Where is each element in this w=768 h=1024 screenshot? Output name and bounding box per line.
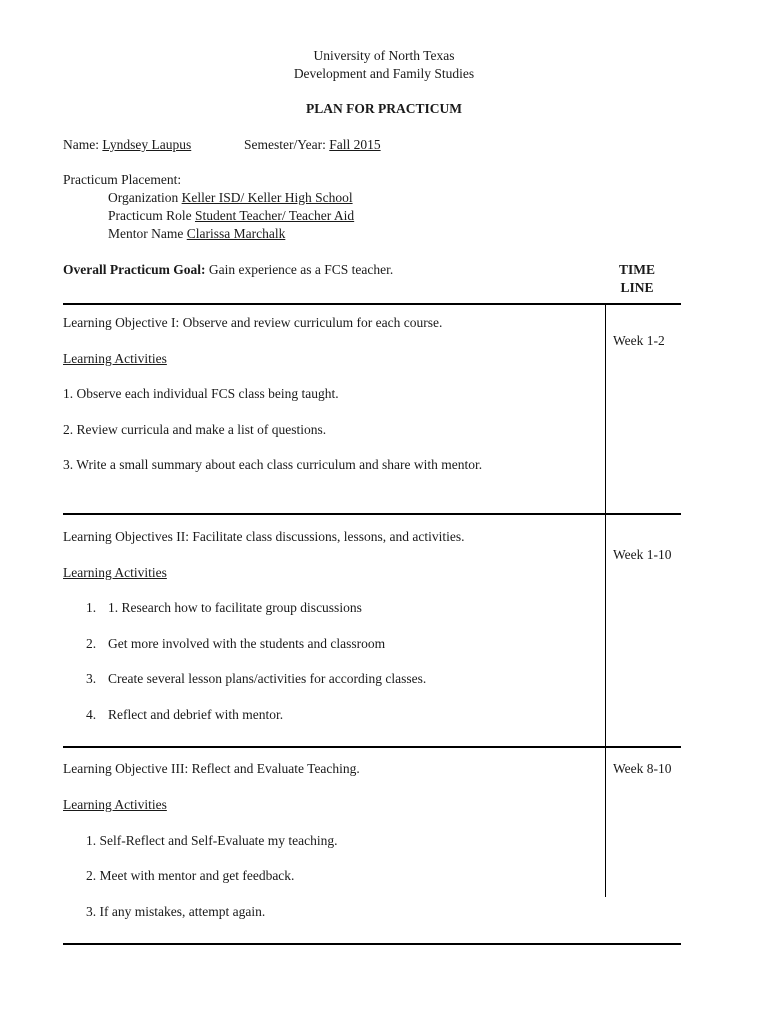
- mentor-label: Mentor Name: [108, 226, 184, 241]
- organization-label: Organization: [108, 190, 179, 205]
- objective-3-activity: 1. Self-Reflect and Self-Evaluate my teaching.: [86, 833, 338, 848]
- objective-2-title: Learning Objectives II: Facilitate class discussions, lessons, and activities.: [63, 529, 465, 544]
- activity-number: 2.: [86, 636, 97, 651]
- activity-text: Reflect and debrief with mentor.: [108, 707, 284, 722]
- objective-1-time: Week 1-2: [613, 333, 665, 348]
- name-value: Lyndsey Laupus: [102, 137, 192, 152]
- activity-text: 1. Research how to facilitate group discussions: [108, 600, 362, 615]
- name-label: Name:: [63, 137, 99, 152]
- goal-label: Overall Practicum Goal:: [63, 262, 206, 277]
- name-row: [63, 136, 191, 154]
- semester-label: Semester/Year:: [244, 137, 326, 152]
- activity-number: 4.: [86, 707, 97, 722]
- mentor-row: [108, 225, 285, 243]
- activity-text: Create several lesson plans/activities for according classes.: [108, 671, 427, 686]
- goal-text: Gain experience as a FCS teacher.: [208, 262, 394, 277]
- objective-3-activity: 2. Meet with mentor and get feedback.: [86, 868, 295, 883]
- semester-row: [244, 136, 381, 154]
- objective-2-activity: [86, 670, 426, 688]
- university-name: University of North Texas: [313, 48, 455, 63]
- objective-1-activity: 3. Write a small summary about each class curriculum and share with mentor.: [63, 457, 483, 472]
- activity-text: Get more involved with the students and classroom: [108, 636, 386, 651]
- goal-row: [63, 261, 393, 279]
- objective-2-activity: [86, 599, 362, 617]
- organization-row: [108, 189, 353, 207]
- objective-1-activities-heading: Learning Activities: [63, 351, 167, 366]
- objective-3-activities-heading: Learning Activities: [63, 797, 167, 812]
- role-row: [108, 207, 354, 225]
- table-rule-2: [63, 746, 681, 748]
- objective-3-activity: 3. If any mistakes, attempt again.: [86, 904, 266, 919]
- role-value: Student Teacher/ Teacher Aid: [194, 208, 355, 223]
- objective-1-title: Learning Objective I: Observe and review curriculum for each course.: [63, 315, 443, 330]
- placement-label: Practicum Placement:: [63, 172, 182, 187]
- department-name: Development and Family Studies: [293, 66, 475, 81]
- activity-number: 3.: [86, 671, 97, 686]
- table-rule-top: [63, 303, 681, 305]
- semester-value: Fall 2015: [329, 137, 381, 152]
- organization-value: Keller ISD/ Keller High School: [181, 190, 353, 205]
- objective-3-time: Week 8-10: [613, 761, 672, 776]
- document-title: PLAN FOR PRACTICUM: [306, 101, 462, 116]
- mentor-value: Clarissa Marchalk: [186, 226, 286, 241]
- timeline-header-line1: TIME: [618, 262, 655, 277]
- table-rule-bottom: [63, 943, 681, 945]
- objective-2-activity: [86, 635, 385, 653]
- timeline-column-divider: [605, 305, 606, 897]
- activity-number: 1.: [86, 600, 97, 615]
- objective-3-title: Learning Objective III: Reflect and Evaluate Teaching.: [63, 761, 360, 776]
- objective-1-activity: 2. Review curricula and make a list of questions.: [63, 422, 327, 437]
- objective-1-activity: 1. Observe each individual FCS class being taught.: [63, 386, 339, 401]
- role-label: Practicum Role: [108, 208, 192, 223]
- objective-2-time: Week 1-10: [613, 547, 672, 562]
- objective-2-activities-heading: Learning Activities: [63, 565, 167, 580]
- table-rule-1: [63, 513, 681, 515]
- timeline-header-line2: LINE: [620, 280, 654, 295]
- objective-2-activity: [86, 706, 283, 724]
